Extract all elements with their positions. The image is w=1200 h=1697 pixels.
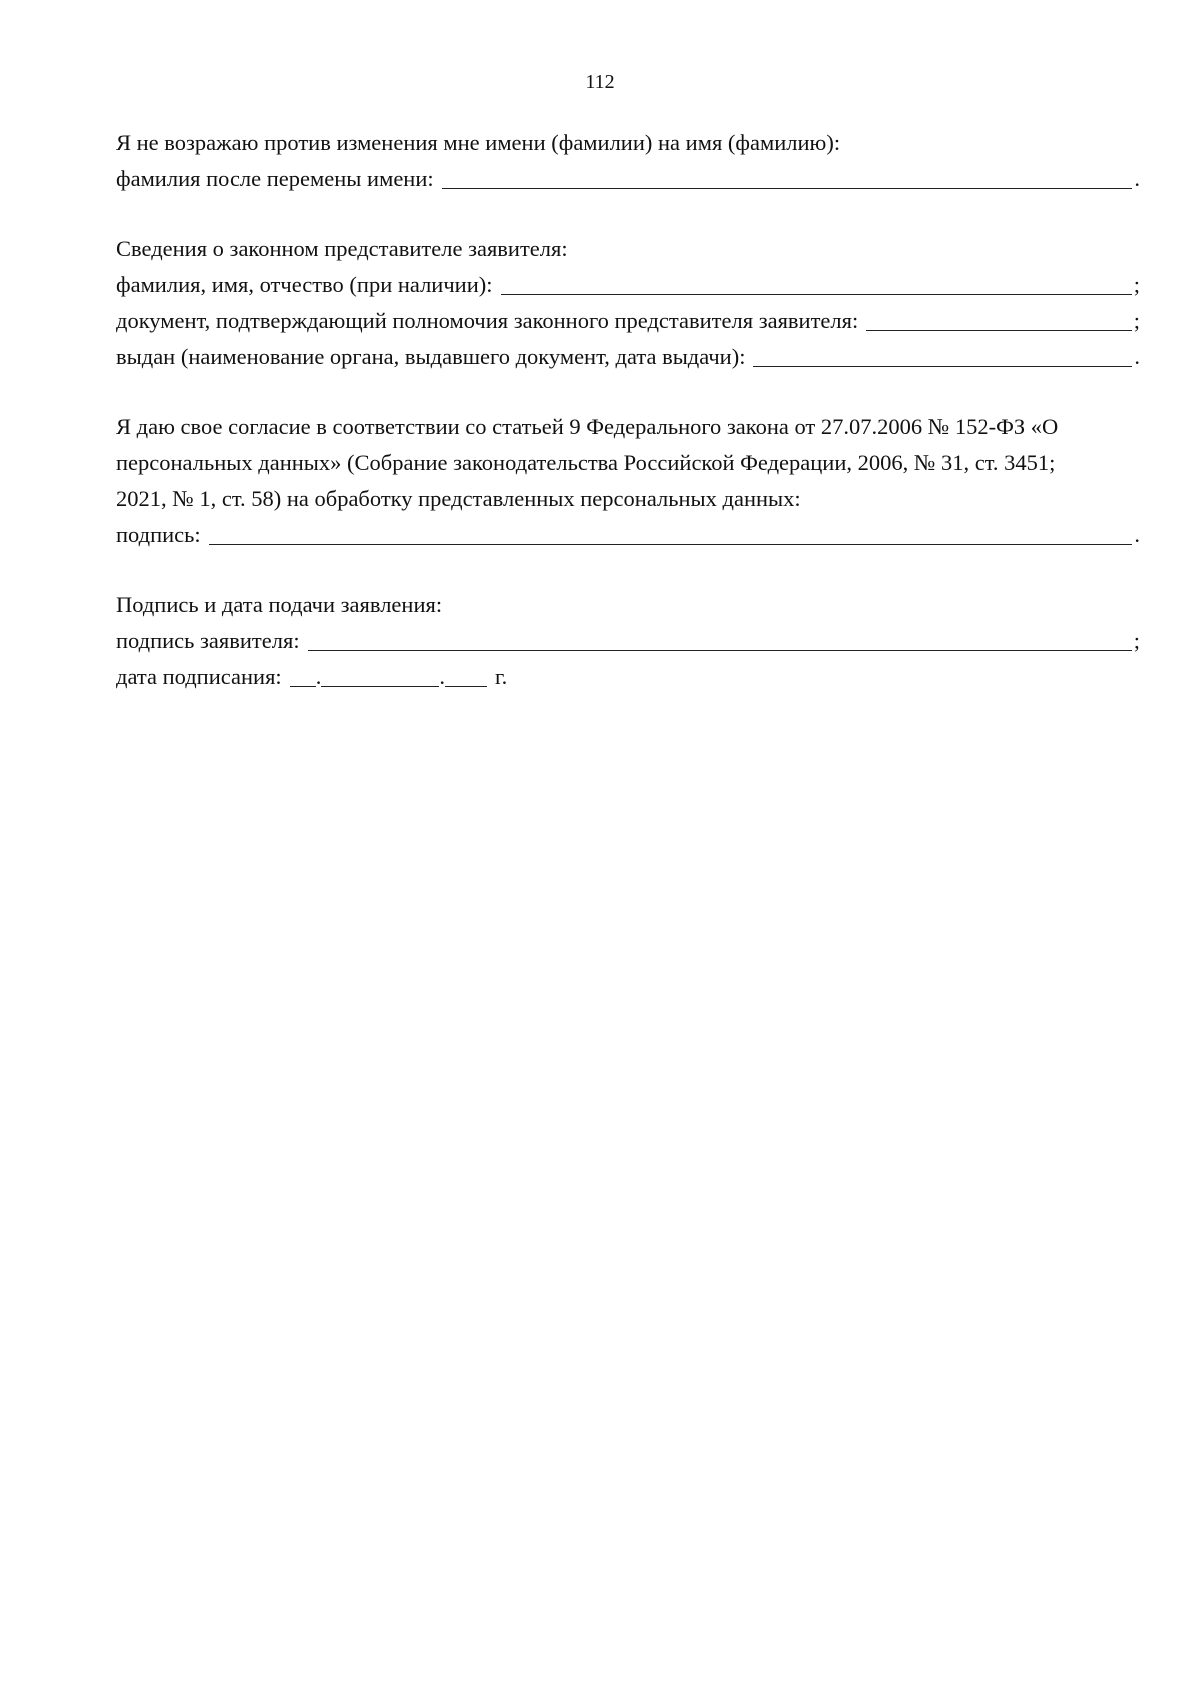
applicant-signature-end: ; <box>1133 628 1140 653</box>
form-content <box>116 125 1140 695</box>
signing-date-year-field[interactable] <box>445 664 487 687</box>
representative-fio-field[interactable] <box>501 272 1132 295</box>
representative-fio-row <box>116 267 1140 303</box>
representative-document-field[interactable] <box>866 308 1131 331</box>
representative-section-title <box>116 231 1140 267</box>
signing-date-row <box>116 659 1140 695</box>
signing-date-month-field[interactable] <box>321 664 439 687</box>
submission-title-text: Подпись и дата подачи заявления: <box>116 592 443 617</box>
representative-document-end: ; <box>1133 308 1140 333</box>
applicant-signature-row <box>116 623 1140 659</box>
surname-after-change-row <box>116 161 1140 197</box>
personal-data-consent-paragraph <box>116 409 1140 517</box>
signing-date-separator-2: . <box>439 664 445 689</box>
representative-title-text: Сведения о законном представителе заявителя: <box>116 236 568 261</box>
representative-issued-label: выдан (наименование органа, выдавшего документ, дата выдачи): <box>116 344 746 369</box>
representative-document-label: документ, подтверждающий полномочия законного представителя заявителя: <box>116 308 859 333</box>
surname-after-change-label: фамилия после перемены имени: <box>116 166 434 191</box>
representative-document-row <box>116 303 1140 339</box>
page-number: 112 <box>585 71 615 93</box>
representative-issued-field[interactable] <box>753 344 1132 367</box>
consent-signature-field[interactable] <box>209 522 1133 545</box>
signing-date-year-suffix: г. <box>494 664 508 689</box>
applicant-signature-label: подпись заявителя: <box>116 628 300 653</box>
signing-date-label: дата подписания: <box>116 664 282 689</box>
surname-after-change-end: . <box>1134 166 1140 191</box>
representative-fio-label: фамилия, имя, отчество (при наличии): <box>116 272 493 297</box>
submission-section-title <box>116 587 1140 623</box>
name-change-consent-text: Я не возражаю против изменения мне имени (фамилии) на имя (фамилию): <box>116 130 841 155</box>
consent-text-line-3: 2021, № 1, ст. 58) на обработку представленных персональных данных: <box>116 486 801 511</box>
representative-issued-row <box>116 339 1140 375</box>
signing-date-day-field[interactable] <box>290 664 316 687</box>
surname-after-change-field[interactable] <box>442 166 1133 189</box>
consent-signature-row <box>116 517 1140 553</box>
representative-issued-end: . <box>1134 344 1140 369</box>
consent-signature-label: подпись: <box>116 522 201 547</box>
signing-date-separator-1: . <box>315 664 322 689</box>
consent-text-line-1: Я даю свое согласие в соответствии со статьей 9 Федерального закона от 27.07.2006 № 152-ФЗ «О <box>116 414 1059 439</box>
consent-text-line-2: персональных данных» (Собрание законодательства Российской Федерации, 2006, № 31, ст. 3451; <box>116 450 1056 475</box>
consent-signature-end: . <box>1134 522 1140 547</box>
representative-fio-end: ; <box>1133 272 1140 297</box>
name-change-consent-line <box>116 125 1140 161</box>
applicant-signature-field[interactable] <box>308 628 1132 651</box>
